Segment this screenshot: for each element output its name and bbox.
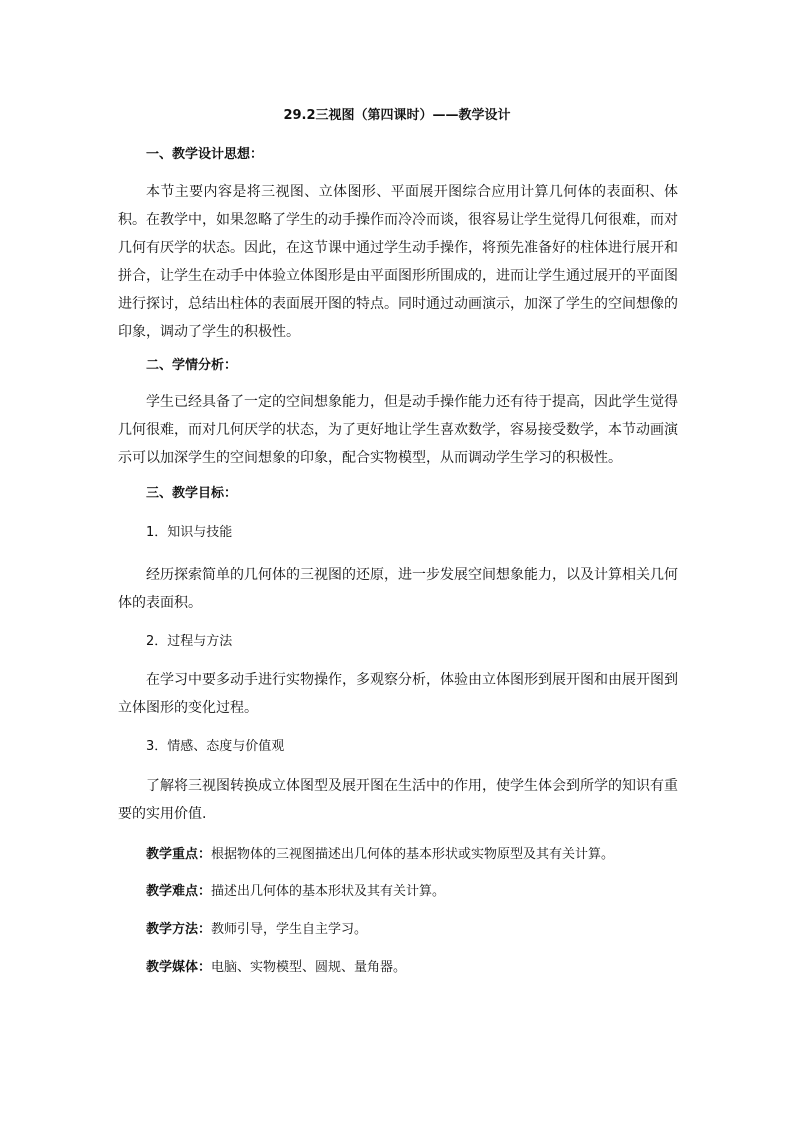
heading-design-idea: 一、教学设计思想： <box>146 147 264 162</box>
heading-learner-analysis: 二、学情分析： <box>146 358 238 373</box>
paragraph-learner-analysis: 学生已经具备了一定的空间想象能力，但是动手操作能力还有待于提高，因此学生觉得几何很难，而对几何厌学的状态，为了更好地让学生喜欢数学，容易接受数学，本节动画演示可以加深学生的空间想象的印象，配合实物模型，从而调动学生学习的积极性。 <box>118 394 678 466</box>
difficulties-row <box>146 882 445 902</box>
objective-2-label: 2．过程与方法 <box>146 634 233 649</box>
objective-3-label: 3．情感、态度与价值观 <box>146 739 285 754</box>
difficulties-value: 描述出几何体的基本形状及其有关计算。 <box>211 884 446 899</box>
objective-1-label: 1．知识与技能 <box>146 525 233 540</box>
key-points-label: 教学重点： <box>146 847 212 862</box>
objective-1-body: 经历探索简单的几何体的三视图的还原，进一步发展空间想象能力，以及计算相关几何体的表面积。 <box>118 567 678 611</box>
paragraph-design-idea: 本节主要内容是将三视图、立体图形、平面展开图综合应用计算几何体的表面积、体积。在教学中，如果忽略了学生的动手操作而冷冷而谈，很容易让学生觉得几何很难，而对几何有厌学的状态。因此，在这节课中通过学生动手操作，将预先准备好的柱体进行展开和拼合，让学生在动手中体验立体图形是由平面图形所围成的，进而让学生通过展开的平面图进行探讨，总结出柱体的表面展开图的特点。同时通过动画演示，加深了学生的空间想像的印象，调动了学生的积极性。 <box>118 184 678 340</box>
media-value: 电脑、实物模型、圆规、量角器。 <box>211 960 407 975</box>
key-points-value: 根据物体的三视图描述出几何体的基本形状或实物原型及其有关计算。 <box>211 847 615 862</box>
objective-2-body: 在学习中要多动手进行实物操作，多观察分析，体验由立体图形到展开图和由展开图到立体图形的变化过程。 <box>118 672 678 716</box>
key-points-row <box>146 845 614 865</box>
methods-row <box>146 920 367 940</box>
objective-3-body: 了解将三视图转换成立体图型及展开图在生活中的作用，使学生体会到所学的知识有重要的实用价值. <box>118 778 678 822</box>
heading-objectives: 三、教学目标： <box>146 486 238 501</box>
media-label: 教学媒体： <box>146 960 212 975</box>
difficulties-label: 教学难点： <box>146 884 212 899</box>
document-title: 29.2三视图（第四课时）——教学设计 <box>283 108 511 123</box>
methods-label: 教学方法： <box>146 922 212 937</box>
media-row <box>146 958 406 978</box>
methods-value: 教师引导，学生自主学习。 <box>211 922 368 937</box>
